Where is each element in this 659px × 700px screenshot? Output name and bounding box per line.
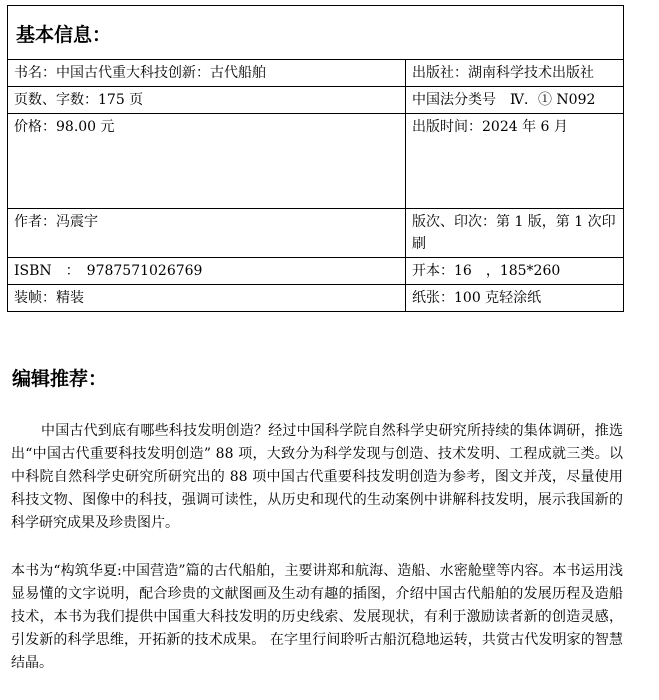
pages-words-cell: 页数、字数：175 页 <box>8 87 406 114</box>
recommendation-paragraph-2: 本书为“构筑华夏:中国营造”篇的古代船舶，主要讲郑和航海、造船、水密舱壁等内容。本书运用浅显易懂的文字说明，配合珍贵的文献图画及生动有趣的插图，介绍中国古代船舶的发展历程及造船技术，本书为我们提供中国重大科技发明的历史线索、发展现状，有利于激励读者新的创造灵感，引发新的科学思维，开拓新的技术成果。 在字里行间聆听古船沉稳地运转，共赏古代发明家的智慧结晶。 <box>11 563 623 671</box>
recommendation-title: 编辑推荐： <box>12 368 108 390</box>
paper-cell: 纸张：100 克轻涂纸 <box>406 285 624 312</box>
table-row <box>8 114 624 209</box>
isbn-cell: ISBN ： 9787571026769 <box>8 258 406 285</box>
basic-info-title: 基本信息： <box>16 24 112 46</box>
author-cell: 作者：冯震宇 <box>8 209 406 258</box>
table-row <box>8 209 624 258</box>
publisher-cell: 出版社：湖南科学技术出版社 <box>406 60 624 87</box>
binding-cell: 装帧：精装 <box>8 285 406 312</box>
price-cell: 价格：98.00 元 <box>8 114 406 209</box>
edition-cell: 版次、印次：第 1 版，第 1 次印刷 <box>406 209 624 258</box>
recommendation-paragraph-1: 中国古代到底有哪些科技发明创造？经过中国科学院自然科学史研究所持续的集体调研，推选出“中国古代重要科技发明创造” 88 项，大致分为科学发现与创造、技术发明、工程成就三类。以中科院自然科学史研究所研究出的 88 项中国古代重要科技发明创造为参考，图文并茂，尽量使用科技文物、图像中的科技，强调可读性，从历史和现代的生动案例中讲解科技发明，展示我国新的科学研究成果及珍贵图片。 <box>11 423 623 531</box>
table-row <box>8 60 624 87</box>
format-cell: 开本：16 ，185*260 <box>406 258 624 285</box>
book-name-cell: 书名：中国古代重大科技创新：古代船舶 <box>8 60 406 87</box>
table-row <box>8 285 624 312</box>
table-row <box>8 87 624 114</box>
basic-info-header <box>7 5 624 60</box>
basic-info-table <box>7 59 624 312</box>
clc-cell: 中国法分类号 Ⅳ．① N092 <box>406 87 624 114</box>
table-row <box>8 258 624 285</box>
pub-date-cell: 出版时间：2024 年 6 月 <box>406 114 624 209</box>
